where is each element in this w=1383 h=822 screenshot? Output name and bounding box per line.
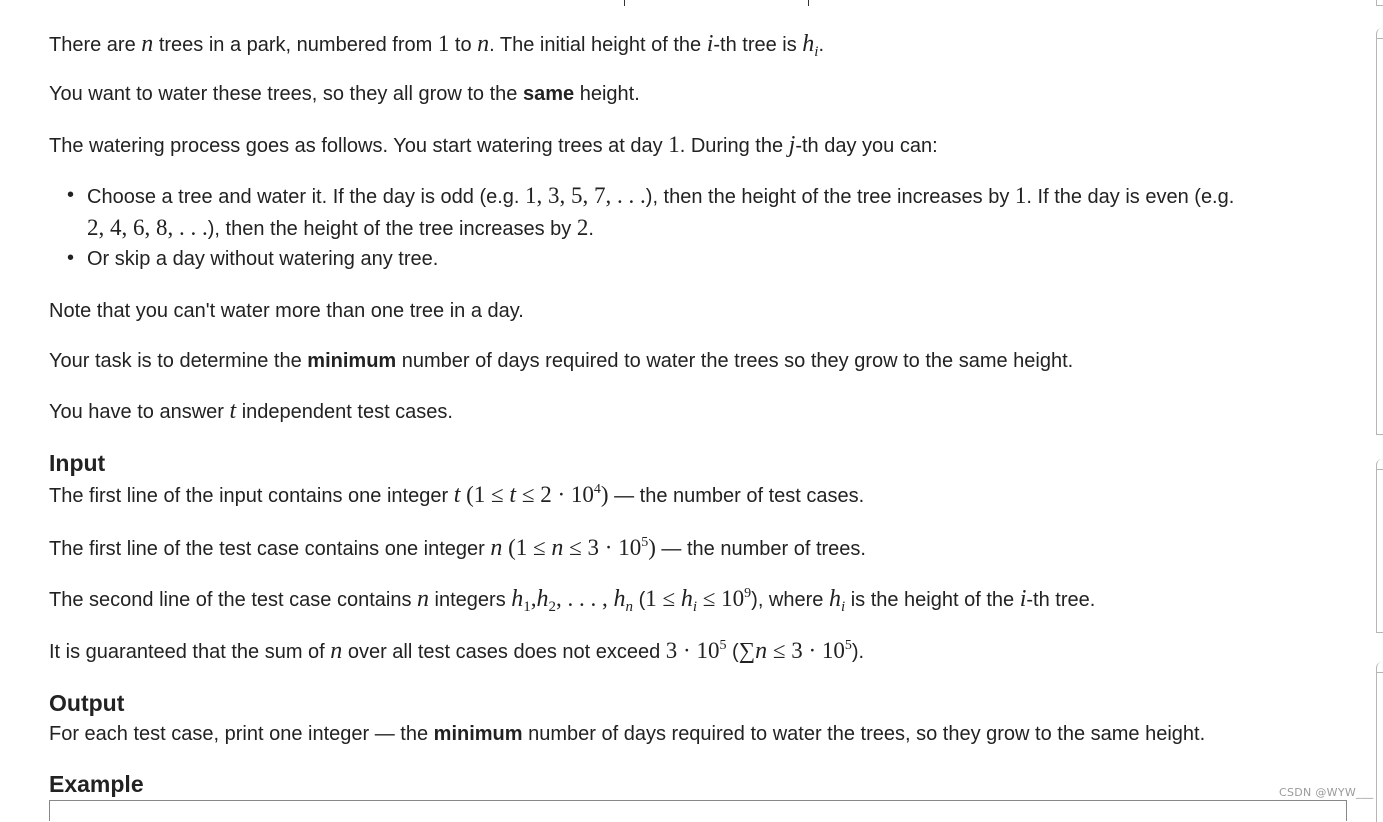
list-item-skip: [87, 247, 438, 271]
output-heading: Output: [49, 690, 125, 716]
math-var: n: [551, 535, 564, 561]
text: over all test cases does not exceed: [342, 641, 666, 663]
text: -th tree.: [1026, 589, 1096, 611]
watermark: CSDN @WYW___: [1279, 786, 1374, 799]
math-subscript: 1: [523, 599, 531, 615]
bullet-icon: •: [67, 184, 75, 206]
math-var: n: [141, 31, 154, 57]
cutoff-text-fragment: [624, 0, 625, 6]
input-heading: Input: [49, 450, 106, 476]
math-num: 1: [437, 31, 450, 56]
text: It is guaranteed that the sum of: [49, 641, 331, 663]
math: 1 ≤: [645, 586, 681, 611]
text: There are: [49, 34, 142, 56]
text: ), where: [751, 589, 829, 611]
math-var: h: [511, 586, 524, 612]
list-item-water-cont: [87, 216, 594, 241]
text: The first line of the test case contains one integer: [49, 538, 491, 560]
text: Or skip a day without watering any tree.: [87, 248, 439, 270]
text: height.: [574, 83, 640, 105]
paragraph-note: Note that you can't water more than one tree in a day.: [49, 300, 524, 322]
math-var: n: [330, 638, 343, 664]
text: . During the: [679, 135, 789, 157]
paragraph-test-cases: [49, 399, 453, 424]
text: . If the day is even (e.g.: [1026, 186, 1235, 208]
text: to: [449, 34, 478, 56]
math-num: 1: [668, 132, 680, 157]
sidebar-panel: [1376, 459, 1383, 633]
text: Choose a tree and water it. If the day is odd (e.g.: [87, 186, 526, 208]
sidebar-panel: [1376, 662, 1383, 822]
input-line-sum-guarantee: [49, 639, 864, 667]
text: ), then the height of the tree increases by: [207, 218, 577, 240]
input-line-t: [49, 483, 864, 511]
math-var: j: [788, 132, 796, 158]
text: — the number of test cases.: [608, 485, 865, 507]
paragraph-trees-intro: [49, 32, 824, 59]
text: The second line of the test case contains: [49, 589, 417, 611]
text: The first line of the input contains one integer: [49, 485, 454, 507]
panel-divider: [1377, 672, 1383, 673]
text: Your task is to determine the: [49, 350, 308, 372]
text: integers: [429, 589, 512, 611]
text: — the number of trees.: [655, 538, 866, 560]
math-num: 2: [576, 215, 589, 240]
math-subscript: 2: [548, 599, 557, 615]
math-var: n: [477, 31, 490, 57]
sidebar-panel: [1376, 0, 1383, 6]
text: ).: [851, 641, 865, 663]
math-var: n: [755, 638, 768, 664]
text: number of days required to water the trees so they grow to the same height.: [396, 350, 1074, 372]
example-box: [49, 800, 1347, 821]
text: (: [633, 589, 646, 611]
input-line-heights: The second line of the test case contains n integers $h_1,h_2$, . . . , $h_n$ $(1 \le h_i \le 10^9)$, where $h_i$ is the height of the i-th tree.: [49, 586, 1096, 615]
sidebar-panel: [1376, 28, 1383, 435]
text: For each test case, print one integer — the: [49, 723, 434, 745]
math: , . . . ,: [556, 586, 614, 611]
math-var: h: [680, 586, 693, 612]
example-heading: Example: [49, 771, 144, 797]
text: (: [726, 641, 739, 663]
math: ≤ 2 · 10: [516, 482, 594, 507]
cutoff-text-fragment: [808, 0, 809, 6]
math-exponent: 5: [844, 638, 852, 653]
math: ≤ 3 · 10: [767, 638, 845, 663]
math-subscript: n: [625, 599, 634, 615]
math: ≤ 10: [697, 586, 745, 611]
math-num: 1: [1014, 183, 1027, 208]
text: number of days required to water the trees, so they grow to the same height.: [522, 723, 1206, 745]
text: . The initial height of the: [489, 34, 707, 56]
panel-divider: [1377, 38, 1383, 39]
math-var: n: [490, 535, 503, 561]
math-var: h: [536, 586, 549, 612]
math-exponent: 5: [719, 638, 727, 653]
math-var: n: [417, 586, 429, 612]
bullet-icon: •: [67, 247, 75, 269]
math-var: i: [706, 31, 714, 57]
sum-symbol: ∑: [738, 638, 756, 663]
math-var: t: [229, 398, 237, 424]
input-line-n: [49, 536, 866, 564]
text: trees in a park, numbered from: [153, 34, 438, 56]
math: (1 ≤: [502, 535, 552, 560]
math-subscript: i: [692, 599, 698, 615]
panel-divider: [1377, 469, 1383, 470]
list-item-water: [87, 184, 1234, 209]
text: .: [588, 218, 594, 240]
math-exponent: 9: [744, 586, 752, 601]
math-var: h: [613, 586, 626, 612]
paragraph-goal: [49, 82, 640, 106]
math-var: t: [509, 482, 517, 508]
math: ): [600, 482, 609, 507]
math: (1 ≤: [460, 482, 510, 507]
math-exponent: 4: [593, 482, 601, 497]
text: The watering process goes as follows. You start watering trees at day: [49, 135, 669, 157]
math-var: t: [453, 482, 461, 508]
text: independent test cases.: [236, 401, 453, 423]
math-subscript: i: [840, 599, 846, 615]
paragraph-task: [49, 349, 1073, 373]
text: -th tree is: [713, 34, 803, 56]
math-seq: 1, 3, 5, 7, . . .: [525, 183, 646, 208]
text: You have to answer: [49, 401, 230, 423]
output-line: [49, 722, 1205, 746]
text: -th day you can:: [795, 135, 938, 157]
bold-text: minimum: [433, 723, 523, 745]
paragraph-process: [49, 133, 938, 158]
math: ≤ 3 · 10: [563, 535, 642, 560]
math-seq: 2, 4, 6, 8, . . .: [87, 215, 208, 240]
math: 3 · 10: [665, 638, 720, 663]
math-var: i: [1019, 586, 1027, 612]
bold-text: minimum: [307, 350, 397, 372]
math-var: h: [802, 31, 815, 57]
math-exponent: 5: [641, 535, 649, 550]
bold-text: same: [522, 83, 575, 105]
math-subscript: i: [814, 44, 819, 60]
math-var: h: [828, 586, 841, 612]
text: is the height of the: [845, 589, 1020, 611]
text: .: [818, 34, 825, 56]
text: ), then the height of the tree increases by: [645, 186, 1015, 208]
text: You want to water these trees, so they all grow to the: [49, 83, 523, 105]
math: ): [648, 535, 656, 560]
